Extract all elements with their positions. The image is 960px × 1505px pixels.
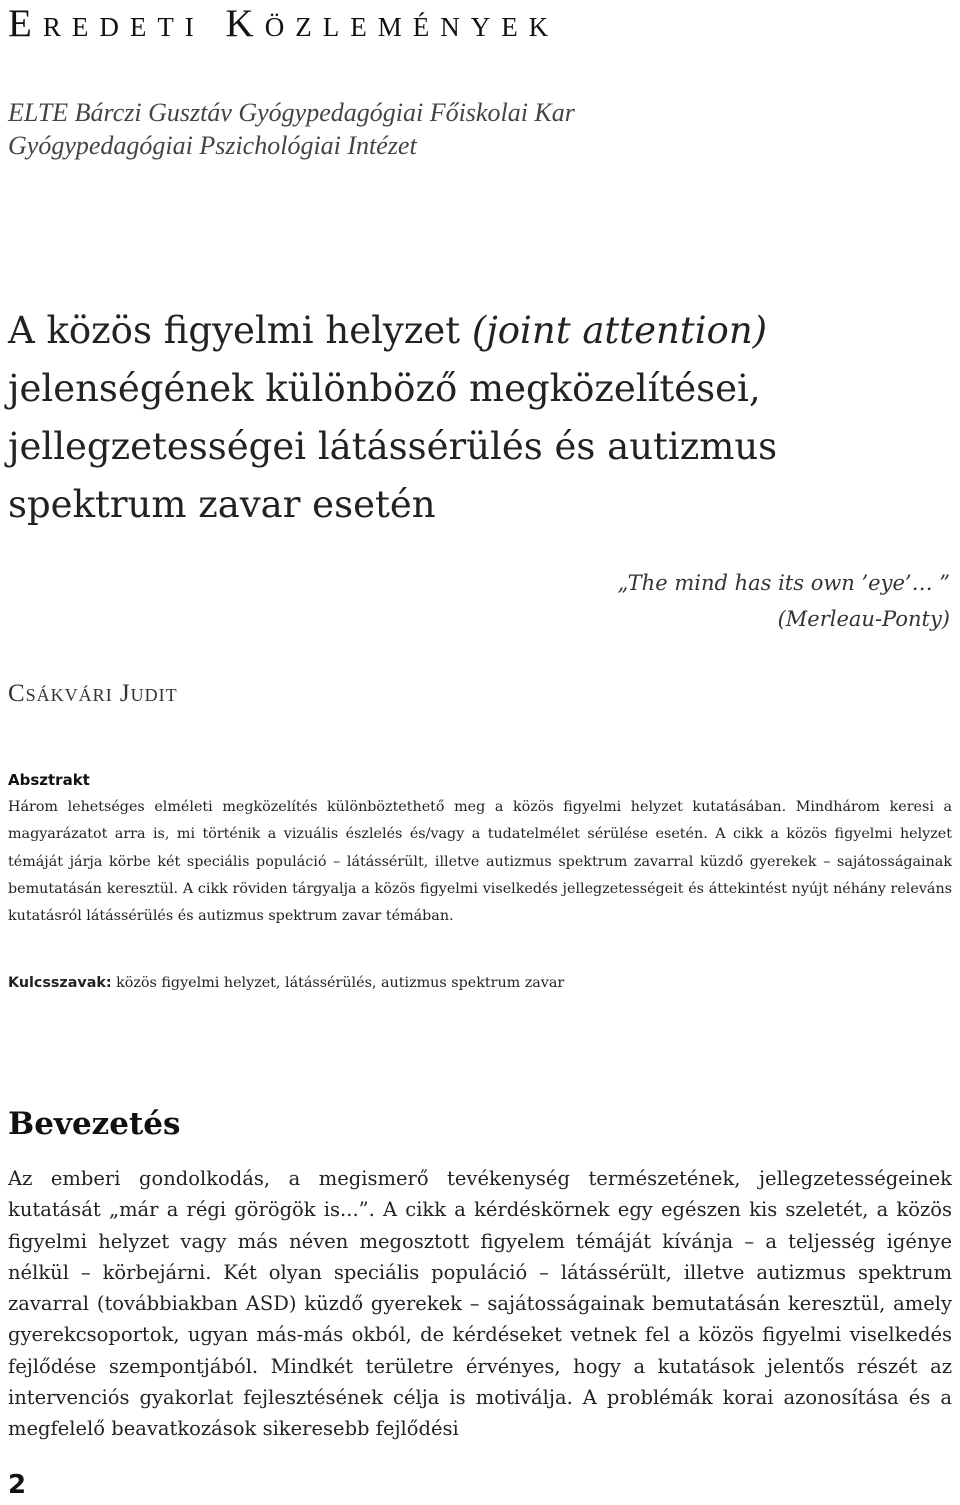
intro-text: Az emberi gondolkodás, a megismerő tevékenység természetének, jellegzetességeinek kutatását „már a régi görögök is...”. A cikk a kérdéskörnek egy egészen kis szeletét, a közös figyelmi helyzet vagy más néven megosztott figyelem témáját kívánja – a teljesség igénye nélkül – körbejárni. Két olyan speciális populáció – látássérült, illetve autizmus spektrum zavarral (továbbiakban ASD) küzdő gyerekek – sajátosságainak bemutatásán keresztül, amely gyerekcsoportok, ugyan más-más okból, de kérdéseket vetnek fel a közös figyelmi viselkedés fejlődése szempontjából. Mindkét területre érvényes, hogy a kutatások jelentős részét az intervenciós gyakorlat fejlesztésének célja is motiválja. A problémák korai azonosítása és a megfelelő beavatkozások sikeresebb fejlődési <box>8 1167 952 1441</box>
title-line-3: jellegzetességei látássérülés és autizmus <box>8 425 778 468</box>
section-header: Eredeti Közlemények <box>8 2 560 45</box>
motto-source: (Merleau-Ponty) <box>777 607 950 631</box>
affiliation-line-1: ELTE Bárczi Gusztáv Gyógypedagógiai Főiskolai Kar <box>8 98 575 127</box>
motto-quote: „The mind has its own ’eye’… ” <box>617 571 950 595</box>
intro-heading: Bevezetés <box>8 1106 181 1142</box>
title-line-2: jelenségének különböző megközelítései, <box>8 367 761 410</box>
keywords-text: közös figyelmi helyzet, látássérülés, autizmus spektrum zavar <box>111 975 565 991</box>
title-line-4: spektrum zavar esetén <box>8 483 436 526</box>
article-title <box>8 302 953 534</box>
abstract-heading: Absztrakt <box>8 771 90 789</box>
author-name: Csákvári Judit <box>8 680 178 707</box>
page-number: 2 <box>8 1470 27 1500</box>
abstract-text: Három lehetséges elméleti megközelítés különböztethető meg a közös figyelmi helyzet kutatásában. Mindhárom keresi a magyarázatot arra is, mi történik a vizuális észlelés és/vagy a tudatelmélet sérülése esetén. A cikk a közös figyelmi helyzet témáját járja körbe két speciális populáció – látássérült, illetve autizmus spektrum zavarral küzdő gyerekek – sajátosságainak bemutatásán keresztül. A cikk röviden tárgyalja a közös figyelmi viselkedés jellegzetességeit és áttekintést nyújt néhány releváns kutatásról látássérülés és autizmus spektrum zavar témában. <box>8 799 952 925</box>
title-english-term: (joint attention) <box>471 309 768 352</box>
affiliation-line-2: Gyógypedagógiai Pszichológiai Intézet <box>8 131 417 160</box>
title-line-1: A közös figyelmi helyzet (joint attention) <box>8 309 768 352</box>
keywords-label: Kulcsszavak: <box>8 975 112 991</box>
keywords <box>8 970 952 997</box>
